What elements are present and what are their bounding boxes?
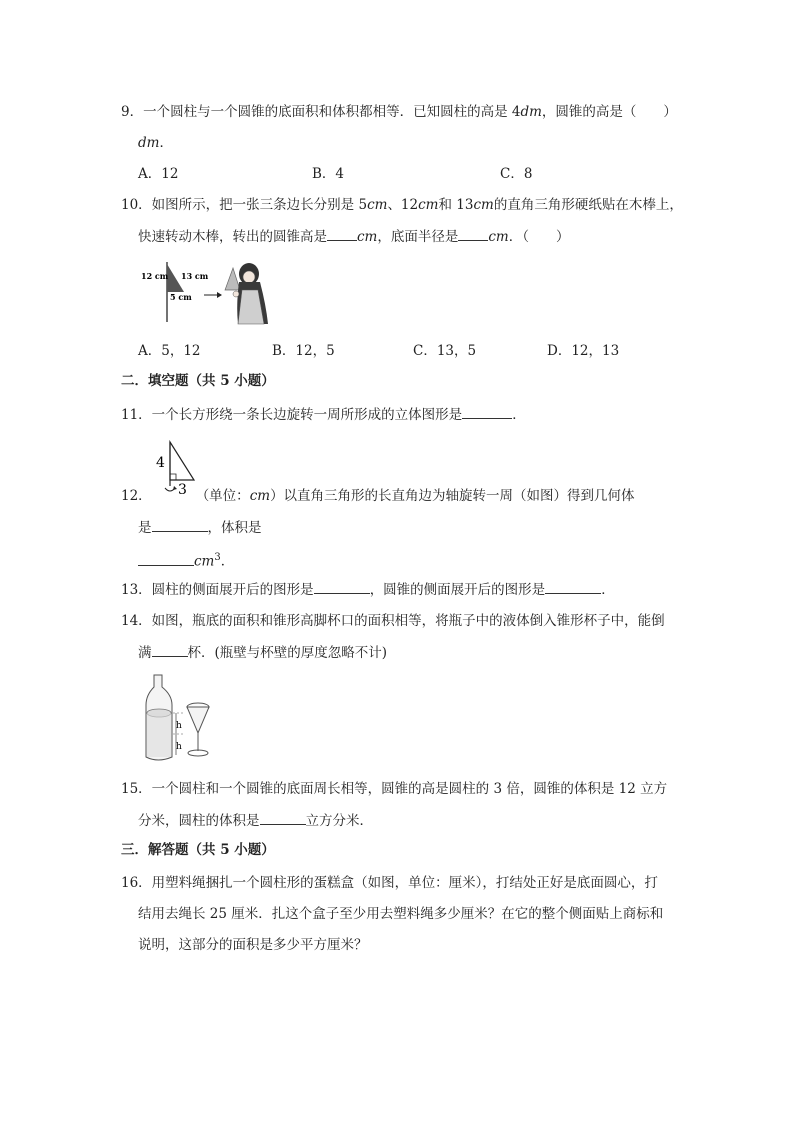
q10-t5: 快速转动木棒，转出的圆锥高是 [138, 229, 327, 245]
arrow-icon [217, 292, 222, 298]
q12-end: ． [220, 553, 235, 570]
q10-t4: 的直角三角形硬纸贴在木棒上， [493, 197, 683, 213]
girl-face [243, 271, 255, 283]
q12-blank-2 [138, 551, 194, 566]
q10-unit-5: cm [488, 229, 509, 245]
cone-glass-icon [187, 707, 209, 733]
q9-text: 9．一个圆柱与一个圆锥的底面积和体积都相等．已知圆柱的高是 4 [121, 104, 521, 120]
q9-end: ． [159, 135, 173, 151]
q12-sup: 3 [214, 552, 221, 563]
q12-unit: cm [249, 488, 271, 504]
section-3-heading: 三．解答题（共 5 小题） [121, 842, 275, 858]
cone-icon [225, 268, 240, 290]
q13-end: ． [601, 582, 615, 598]
q12-t3: 是 [138, 520, 152, 536]
q15-blank [260, 810, 306, 825]
q13-line [121, 579, 615, 600]
label-12cm: 12 cm [141, 271, 169, 281]
q9-line1 [121, 102, 677, 122]
side-4-label: 4 [156, 455, 165, 471]
q9-option-a: A．12 [138, 166, 179, 182]
q10-option-b: B．12，5 [272, 343, 335, 359]
q13-t1: 13．圆柱的侧面展开后的图形是 [121, 582, 314, 598]
q10-option-a: A．5，12 [138, 343, 201, 359]
q16-line3: 说明，这部分的面积是多少平方厘米？ [138, 937, 368, 953]
q10-figure [140, 260, 280, 330]
label-13cm: 13 cm [181, 271, 209, 281]
q14-t2: 杯．(瓶壁与杯壁的厚度忽略不计) [187, 645, 388, 661]
section-2-heading: 二．填空题（共 5 小题） [121, 373, 275, 389]
q10-t3: 和 13 [438, 197, 474, 213]
q14-t1: 满 [138, 645, 152, 661]
q12-t4: ，体积是 [207, 520, 262, 536]
q12-t2: ）以直角三角形的长直角边为轴旋转一周（如图）得到几何体 [270, 488, 635, 504]
q10-unit-3: cm [473, 197, 494, 213]
q12-line1 [121, 486, 635, 506]
q12-line3 [138, 548, 234, 572]
q9-option-c: C．8 [500, 166, 533, 182]
q13-blank-2 [545, 579, 601, 594]
q9-option-b: B．4 [312, 166, 345, 182]
q11-line [121, 404, 526, 425]
q10-blank-2 [458, 226, 488, 241]
q10-line1 [121, 195, 683, 215]
q10-blank-1 [327, 226, 357, 241]
q10-t6: ，底面半径是 [377, 229, 459, 245]
q15-line2 [138, 810, 373, 831]
q9-unit-2: dm [138, 135, 160, 151]
q9-unit: dm [520, 104, 542, 120]
q14-blank [152, 642, 188, 657]
q16-line1: 16．用塑料绳捆扎一个圆柱形的蛋糕盒（如图，单位：厘米），打结处正好是底面圆心，打 [121, 875, 658, 891]
q12-t1: （单位： [195, 488, 250, 504]
q12-unit-2: cm [194, 553, 215, 570]
right-angle-mark [170, 474, 176, 480]
side-3-label: 3 [178, 482, 187, 498]
q15-t1: 分米，圆柱的体积是 [138, 813, 260, 829]
girl-hand [233, 291, 239, 297]
q10-t2: 、12 [387, 197, 419, 213]
label-5cm: 5 cm [170, 292, 192, 302]
q14-line2 [138, 642, 387, 663]
q14-line1: 14．如图，瓶底的面积和锥形高脚杯口的面积相等，将瓶子中的液体倒入锥形杯子中，能倒 [121, 613, 665, 629]
q11-text: 11．一个长方形绕一条长边旋转一周所形成的立体图形是 [121, 407, 463, 423]
height-h-1: h [176, 721, 182, 731]
q10-t1: 10．如图所示，把一张三条边长分别是 5 [121, 197, 368, 213]
q14-figure [140, 673, 230, 768]
q10-t7: ．（ ） [508, 229, 570, 245]
bottle-liquid [147, 713, 171, 757]
q10-unit-1: cm [367, 197, 388, 213]
q12-number: 12． [121, 488, 152, 504]
q11-end: ． [512, 407, 526, 423]
q12-line2 [138, 517, 262, 538]
q10-line2 [138, 226, 570, 247]
q13-t2: ，圆锥的侧面展开后的图形是 [369, 582, 546, 598]
q15-t2: 立方分米． [305, 813, 373, 829]
q13-blank-1 [314, 579, 370, 594]
q16-line2: 结用去绳长 25 厘米．扎这个盒子至少用去塑料绳多少厘米？在它的整个侧面贴上商标和 [138, 906, 664, 922]
q15-line1: 15．一个圆柱和一个圆锥的底面周长相等，圆锥的高是圆柱的 3 倍，圆锥的体积是 12 立方 [121, 781, 668, 797]
q12-blank-1 [152, 517, 208, 532]
q9-text-end: ，圆锥的高是（ ） [541, 104, 677, 120]
q9-line2 [138, 133, 173, 153]
q10-option-d: D．12，13 [547, 343, 620, 359]
height-h-2: h [176, 742, 182, 752]
q10-unit-4: cm [357, 229, 378, 245]
q11-blank [462, 404, 512, 419]
q10-unit-2: cm [418, 197, 439, 213]
q10-option-c: C．13，5 [413, 343, 477, 359]
